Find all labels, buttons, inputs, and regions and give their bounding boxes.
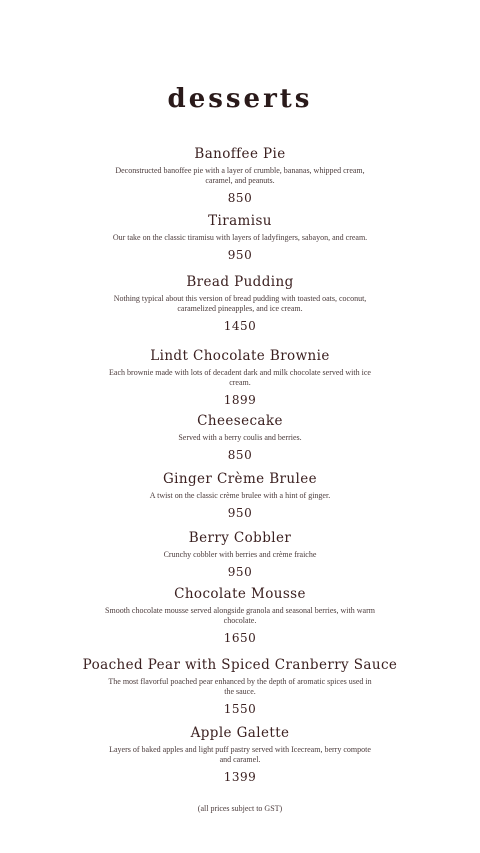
item-price: 1450	[223, 319, 257, 333]
menu-item	[0, 657, 480, 716]
item-description: A twist on the classic crème brulee with a hint of ginger.	[149, 491, 331, 500]
item-description: Smooth chocolate mousse served alongside granola and seasonal berries, with warm chocolate.	[105, 606, 375, 625]
menu-item	[0, 348, 480, 407]
menu-item	[0, 413, 480, 462]
item-name: Cheesecake	[197, 413, 283, 429]
item-name: Tiramisu	[208, 213, 272, 229]
menu-item	[0, 146, 480, 205]
menu-item	[0, 725, 480, 784]
item-price: 1899	[223, 393, 257, 407]
item-name: Poached Pear with Spiced Cranberry Sauce	[82, 657, 398, 673]
menu-item	[0, 530, 480, 579]
item-name: Banoffee Pie	[194, 146, 286, 162]
item-description: Layers of baked apples and light puff pastry served with Icecream, berry compote and caramel.	[109, 745, 371, 764]
menu-item	[0, 213, 480, 262]
menu-item	[0, 471, 480, 520]
item-name: Berry Cobbler	[188, 530, 292, 546]
item-name: Bread Pudding	[186, 274, 294, 290]
item-name: Apple Galette	[190, 725, 290, 741]
menu-item	[0, 274, 480, 333]
item-description: Served with a berry coulis and berries.	[178, 433, 302, 442]
item-price: 850	[227, 448, 253, 462]
item-description: Crunchy cobbler with berries and crème fraiche	[163, 550, 317, 559]
item-price: 950	[227, 506, 253, 520]
item-price: 850	[227, 191, 253, 205]
menu-item	[0, 586, 480, 645]
menu-title: desserts	[167, 84, 313, 114]
item-name: Lindt Chocolate Brownie	[150, 348, 330, 364]
item-name: Ginger Crème Brulee	[163, 471, 317, 487]
item-name: Chocolate Mousse	[174, 586, 306, 602]
item-description: Nothing typical about this version of bread pudding with toasted oats, coconut, caramelized pineapples, and ice cream.	[113, 294, 367, 313]
item-price: 1550	[223, 702, 257, 716]
item-price: 1650	[223, 631, 257, 645]
item-description: Our take on the classic tiramisu with layers of ladyfingers, sabayon, and cream.	[112, 233, 368, 242]
item-description: Each brownie made with lots of decadent dark and milk chocolate served with ice cream.	[109, 368, 371, 387]
item-price: 950	[227, 248, 253, 262]
item-price: 950	[227, 565, 253, 579]
item-price: 1399	[223, 770, 257, 784]
item-description: Deconstructed banoffee pie with a layer of crumble, bananas, whipped cream, caramel, and peanuts.	[115, 166, 365, 185]
tax-footnote: (all prices subject to GST)	[197, 804, 283, 813]
item-description: The most flavorful poached pear enhanced by the depth of aromatic spices used in the sauce.	[108, 677, 372, 696]
